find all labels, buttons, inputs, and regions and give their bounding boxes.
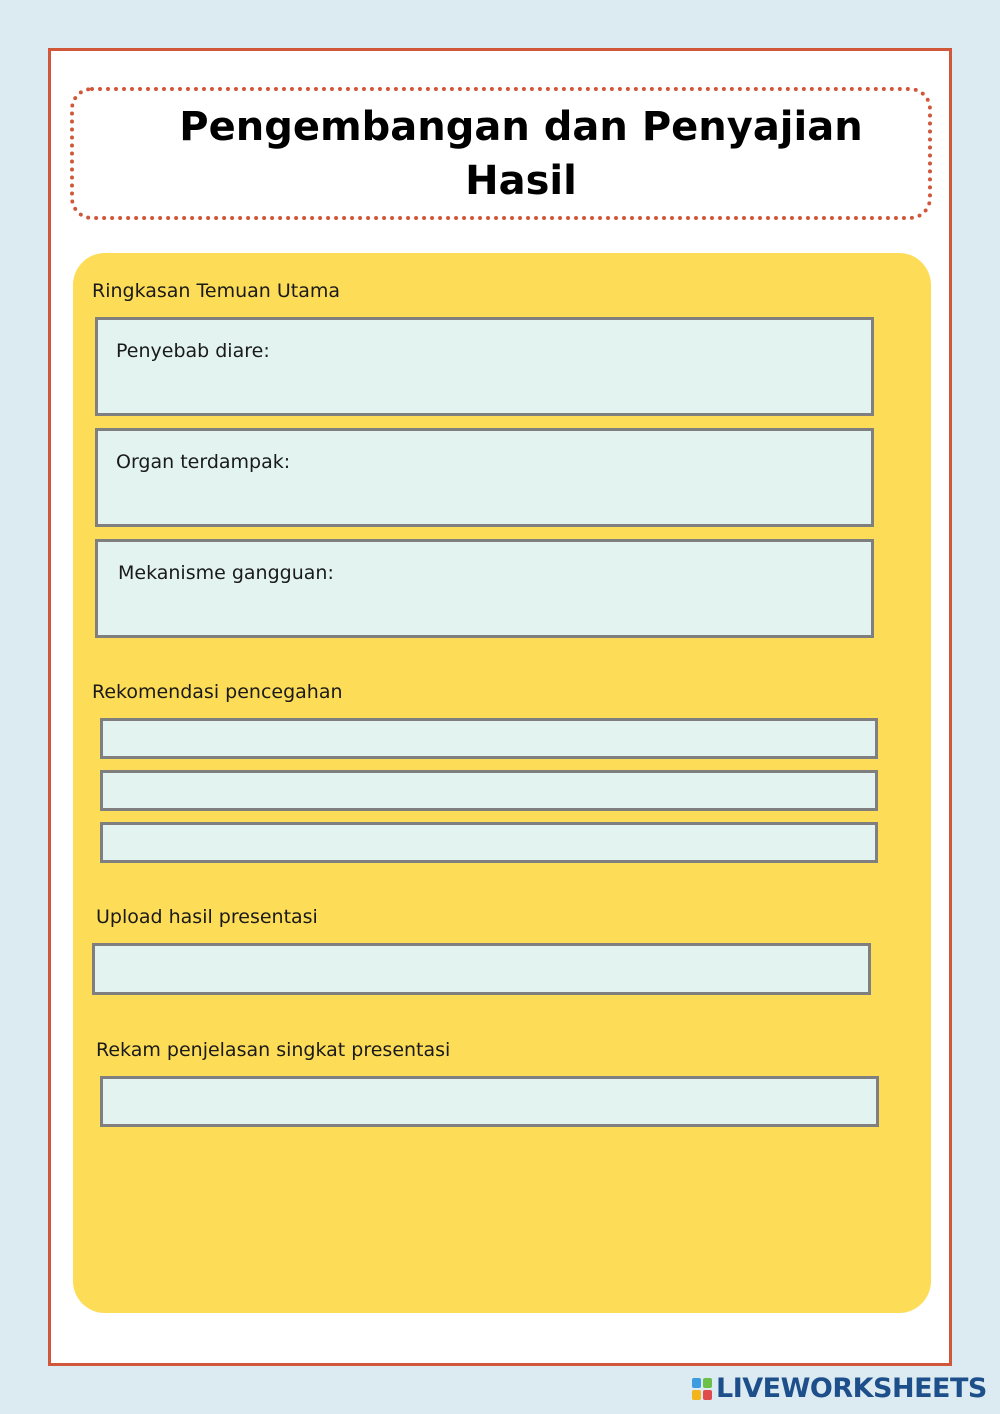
liveworksheets-logo	[692, 1374, 988, 1404]
upload-heading: Upload hasil presentasi	[96, 906, 318, 928]
recommendation-input-2[interactable]	[100, 770, 878, 811]
answer-field-mekanisme-gangguan[interactable]	[95, 539, 874, 638]
recommendation-input-1[interactable]	[100, 718, 878, 759]
page-title-line1: Pengembangan dan Penyajian	[179, 103, 863, 150]
brand-name: LIVEWORKSHEETS	[716, 1373, 987, 1404]
title-banner	[70, 87, 932, 220]
field-prompt: Penyebab diare:	[116, 340, 270, 362]
recommendation-heading: Rekomendasi pencegahan	[92, 681, 343, 703]
upload-drop-zone[interactable]	[92, 943, 871, 995]
field-prompt: Mekanisme gangguan:	[118, 562, 334, 584]
record-audio-zone[interactable]	[100, 1076, 879, 1127]
liveworksheets-logo-icon	[692, 1378, 712, 1400]
record-heading: Rekam penjelasan singkat presentasi	[96, 1039, 451, 1061]
page-title-line2: Hasil	[465, 157, 577, 204]
summary-heading: Ringkasan Temuan Utama	[92, 280, 341, 302]
answer-field-organ-terdampak[interactable]	[95, 428, 874, 527]
answer-field-penyebab-diare[interactable]	[95, 317, 874, 416]
page-title	[171, 100, 871, 208]
field-prompt: Organ terdampak:	[116, 451, 291, 473]
recommendation-input-3[interactable]	[100, 822, 878, 863]
